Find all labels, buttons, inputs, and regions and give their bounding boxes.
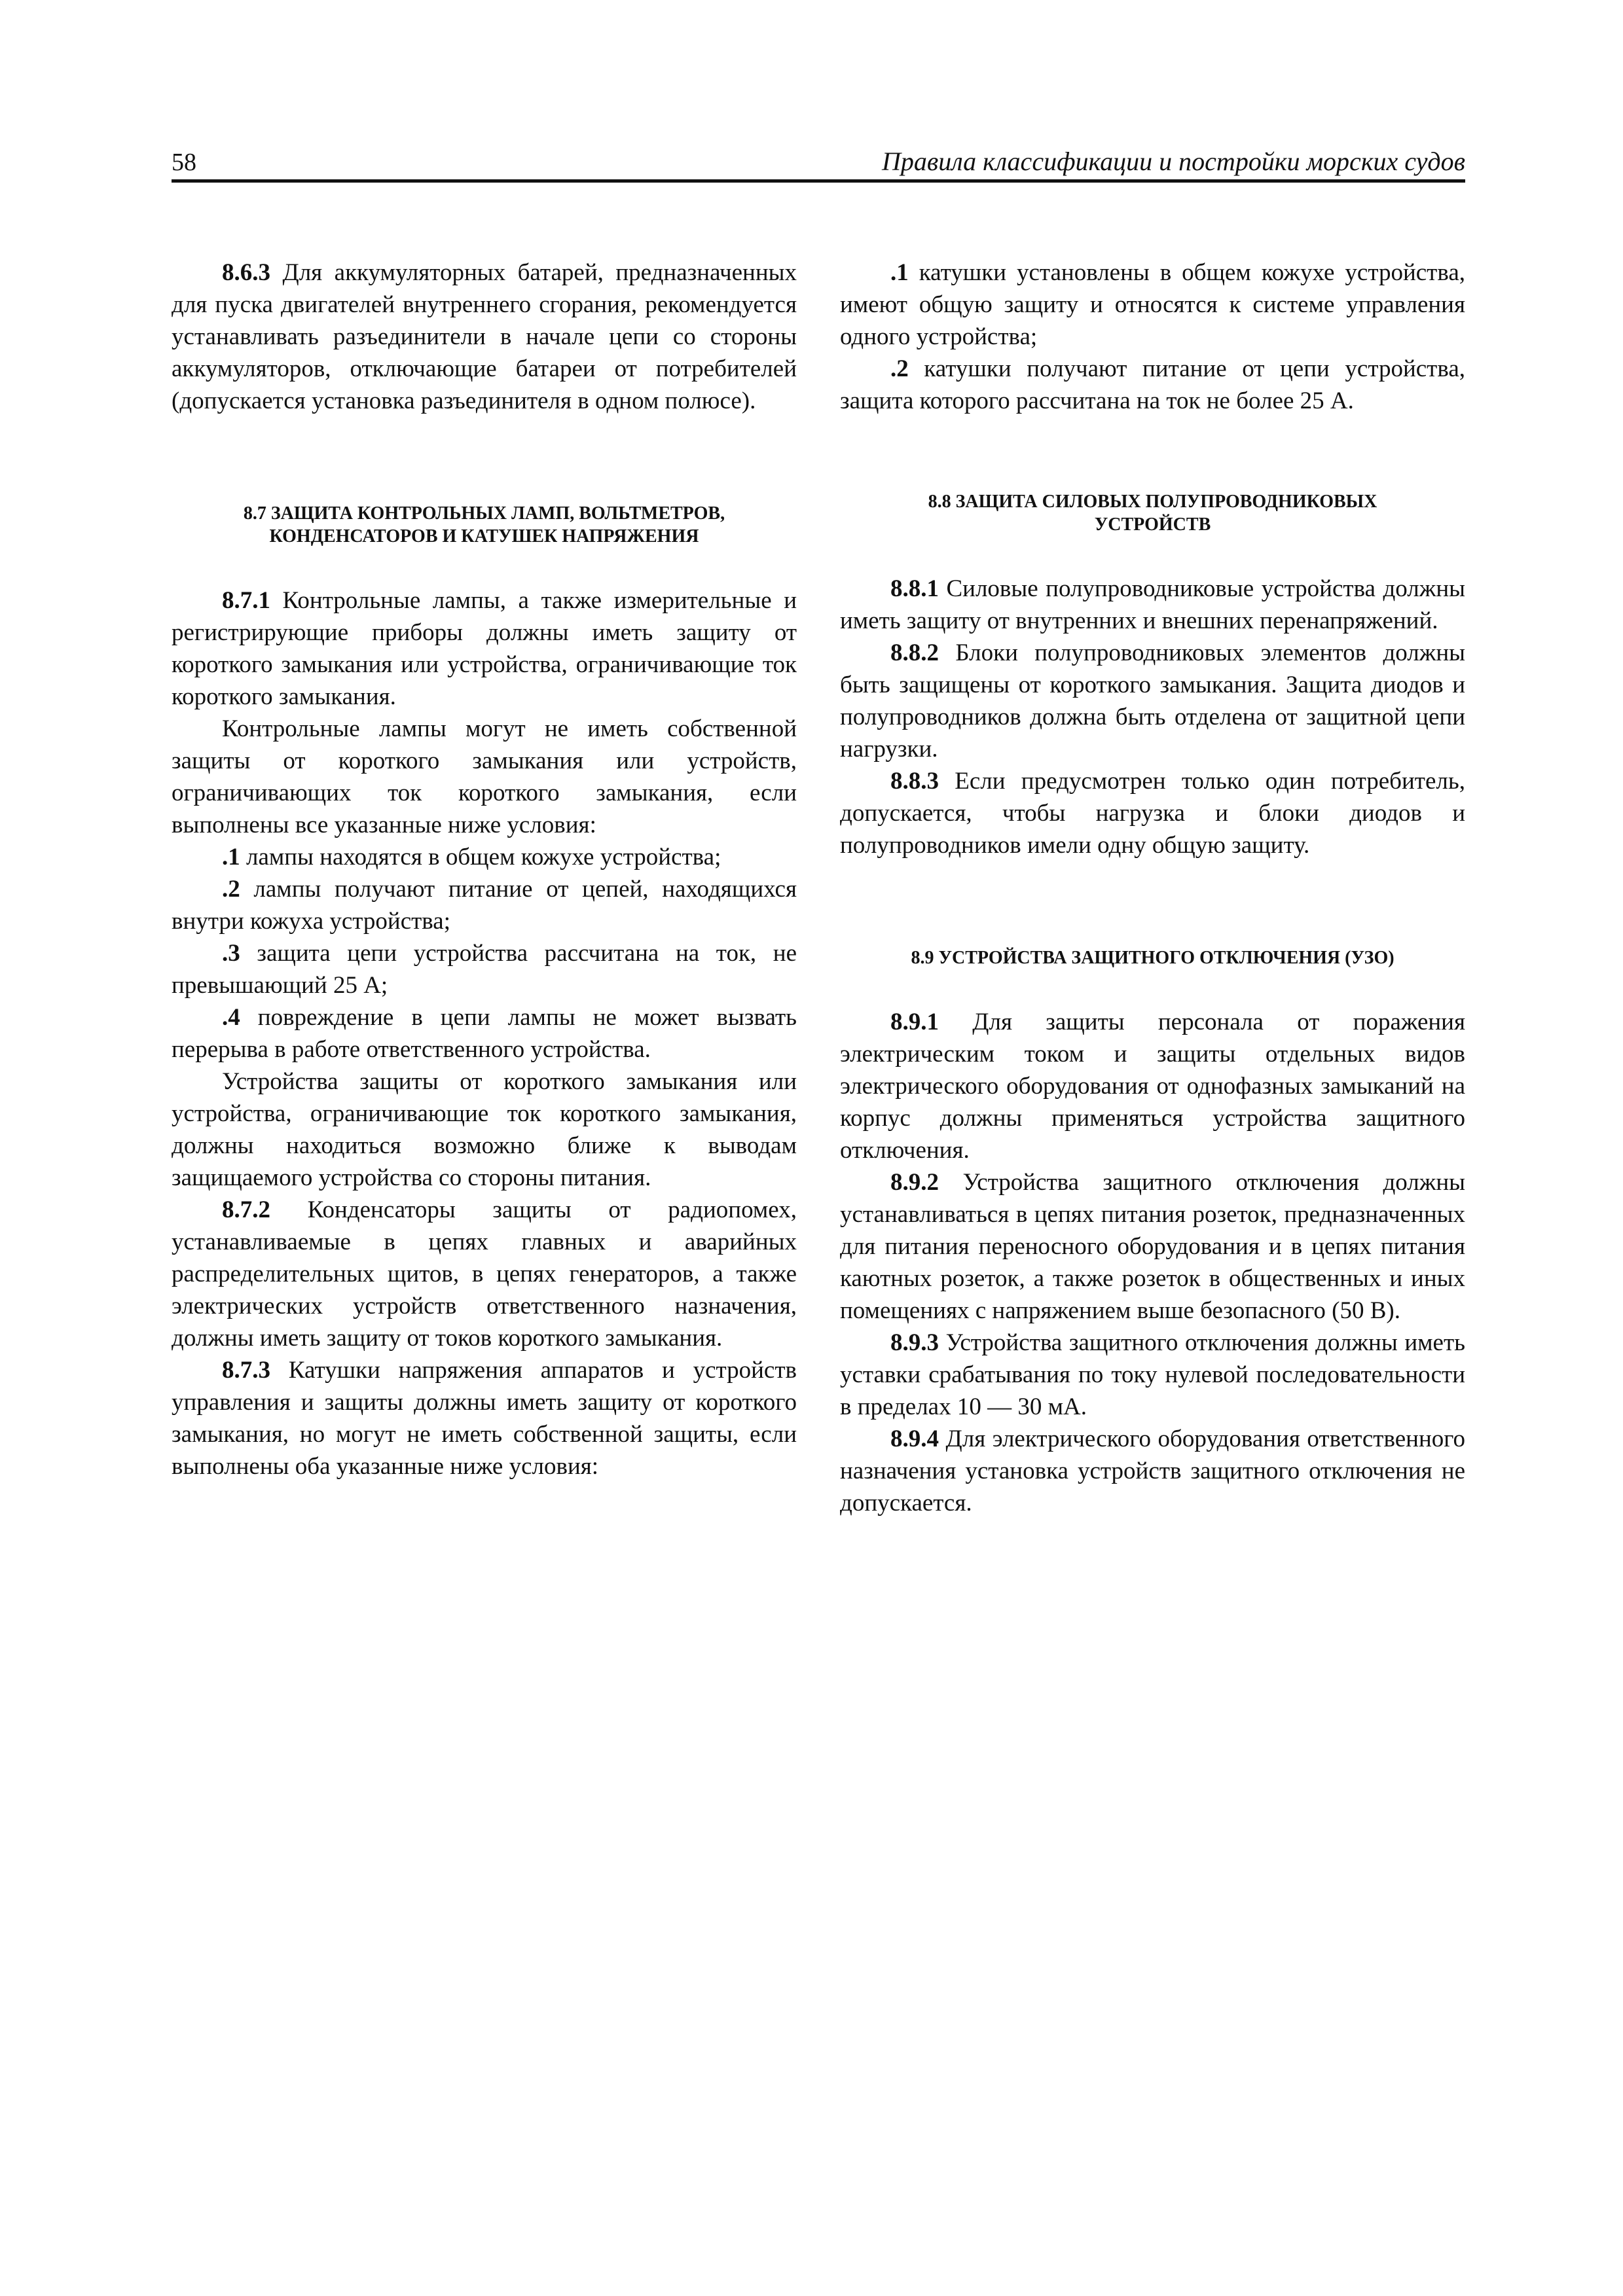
clause-number: 8.9.1 — [890, 1009, 939, 1035]
item-number: .1 — [222, 844, 240, 870]
paragraph-text: Контрольные лампы, а также измерительные и регистрирующие приборы должны иметь защиту от короткого замыкания или устройства, ограничивающие ток короткого замыкания. — [172, 587, 797, 710]
item-number: .2 — [222, 876, 240, 903]
page-header — [172, 143, 1465, 182]
paragraph-8-9-2 — [840, 1166, 1465, 1327]
paragraph-text: Конденсаторы защиты от радиопомех, устанавливаемые в цепях главных и аварийных распределительных щитов, в цепях генераторов, а также электрических устройств ответственного назначения, должны иметь защиту от токов короткого замыкания. — [172, 1196, 797, 1352]
clause-number: 8.7.3 — [222, 1357, 270, 1384]
heading-line: 8.8 ЗАЩИТА СИЛОВЫХ ПОЛУПРОВОДНИКОВЫХ — [928, 492, 1377, 512]
paragraph-8-7-1-b: Контрольные лампы могут не иметь собственной защиты от короткого замыкания или устройств, ограничивающих ток короткого замыкания, если выполнены все указанные ниже условия: — [172, 715, 797, 838]
paragraph-8-8-3 — [840, 765, 1465, 861]
header-rule — [172, 179, 1465, 183]
paragraph-text: Для электрического оборудования ответственного назначения установка устройств защитного отключения не допускается. — [840, 1426, 1465, 1516]
heading-line: КОНДЕНСАТОРОВ И КАТУШЕК НАПРЯЖЕНИЯ — [269, 526, 699, 547]
item-number: .3 — [222, 940, 240, 967]
paragraph-8-8-2 — [840, 637, 1465, 765]
condition-1 — [172, 841, 797, 873]
right-column — [840, 257, 1465, 1519]
item-number: .1 — [890, 259, 909, 286]
running-title: Правила классификации и постройки морских судов — [881, 147, 1465, 176]
clause-number: 8.9.3 — [890, 1329, 939, 1356]
paragraph-text: Для аккумуляторных батарей, предназначенных для пуска двигателей внутреннего сгорания, рекомендуется устанавливать разъединители в начале цепи со стороны аккумуляторов, отключающие батареи от потребителей (допускается установка разъединителя в одном полюсе). — [172, 259, 797, 414]
clause-number: 8.9.2 — [890, 1169, 939, 1196]
item-text: лампы находятся в общем кожухе устройства; — [240, 844, 721, 870]
condition-2 — [172, 873, 797, 937]
heading-line: УСТРОЙСТВ — [1094, 514, 1211, 535]
section-heading-8-7 — [172, 502, 797, 548]
item-number: .2 — [890, 355, 909, 382]
clause-number: 8.7.1 — [222, 587, 270, 614]
heading-line: 8.9 УСТРОЙСТВА ЗАЩИТНОГО ОТКЛЮЧЕНИЯ (УЗО) — [911, 948, 1395, 968]
paragraph-text: Для защиты персонала от поражения электрическим током и защиты отдельных видов электрического оборудования от однофазных замыканий на корпус должны применяться устройства защитного отключения. — [840, 1009, 1465, 1164]
paragraph-8-7-1-c: Устройства защиты от короткого замыкания или устройства, ограничивающие ток короткого замыкания, должны находиться возможно ближе к выводам защищаемого устройства со стороны питания. — [172, 1068, 797, 1191]
paragraph-text: Катушки напряжения аппаратов и устройств управления и защиты должны иметь защиту от короткого замыкания, но могут не иметь собственной защиты, если выполнены оба указанные ниже условия: — [172, 1357, 797, 1480]
clause-number: 8.8.3 — [890, 768, 939, 795]
paragraph-8-9-1 — [840, 1006, 1465, 1166]
item-text: лампы получают питание от цепей, находящихся внутри кожуха устройства; — [172, 876, 797, 935]
item-text: катушки установлены в общем кожухе устройства, имеют общую защиту и относятся к системе управления одного устройства; — [840, 259, 1465, 350]
paragraph-8-9-4 — [840, 1423, 1465, 1519]
paragraph-text: Устройства защитного отключения должны иметь уставки срабатывания по току нулевой последовательности в пределах 10 — 30 мА. — [840, 1329, 1465, 1420]
item-text: катушки получают питание от цепи устройства, защита которого рассчитана на ток не более 25 А. — [840, 355, 1465, 414]
clause-number: 8.6.3 — [222, 259, 270, 286]
paragraph-text: Устройства защитного отключения должны устанавливаться в цепях питания розеток, предназначенных для питания переносного оборудования и в цепях питания каютных розеток, а также розеток в общественных и иных помещениях с напряжением выше безопасного (50 В). — [840, 1169, 1465, 1324]
item-text: защита цепи устройства рассчитана на ток, не превышающий 25 А; — [172, 940, 797, 999]
paragraph-8-7-2 — [172, 1194, 797, 1354]
clause-number: 8.8.1 — [890, 575, 939, 602]
paragraph-text: Если предусмотрен только один потребитель, допускается, чтобы нагрузка и блоки диодов и полупроводников имели одну общую защиту. — [840, 768, 1465, 859]
section-heading-8-9 — [840, 946, 1465, 969]
clause-number: 8.8.2 — [890, 639, 939, 666]
condition-4 — [172, 1001, 797, 1066]
heading-line: 8.7 ЗАЩИТА КОНТРОЛЬНЫХ ЛАМП, ВОЛЬТМЕТРОВ, — [243, 503, 725, 524]
paragraph-8-8-1 — [840, 573, 1465, 637]
coil-condition-2 — [840, 353, 1465, 417]
clause-number: 8.9.4 — [890, 1426, 939, 1452]
paragraph-8-9-3 — [840, 1327, 1465, 1423]
paragraph-text: Силовые полупроводниковые устройства должны иметь защиту от внутренних и внешних перенапряжений. — [840, 575, 1465, 634]
clause-number: 8.7.2 — [222, 1196, 270, 1223]
coil-condition-1 — [840, 257, 1465, 353]
paragraph-8-7-3 — [172, 1354, 797, 1482]
paragraph-text: Блоки полупроводниковых элементов должны быть защищены от короткого замыкания. Защита диодов и полупроводников должна быть отделена от защитной цепи нагрузки. — [840, 639, 1465, 762]
paragraph-8-7-1 — [172, 584, 797, 713]
item-text: повреждение в цепи лампы не может вызвать перерыва в работе ответственного устройства. — [172, 1004, 797, 1063]
page-number: 58 — [172, 149, 196, 176]
left-column — [172, 257, 797, 1482]
paragraph-8-6-3 — [172, 257, 797, 417]
item-number: .4 — [222, 1004, 240, 1031]
section-heading-8-8 — [840, 490, 1465, 536]
condition-3 — [172, 937, 797, 1001]
